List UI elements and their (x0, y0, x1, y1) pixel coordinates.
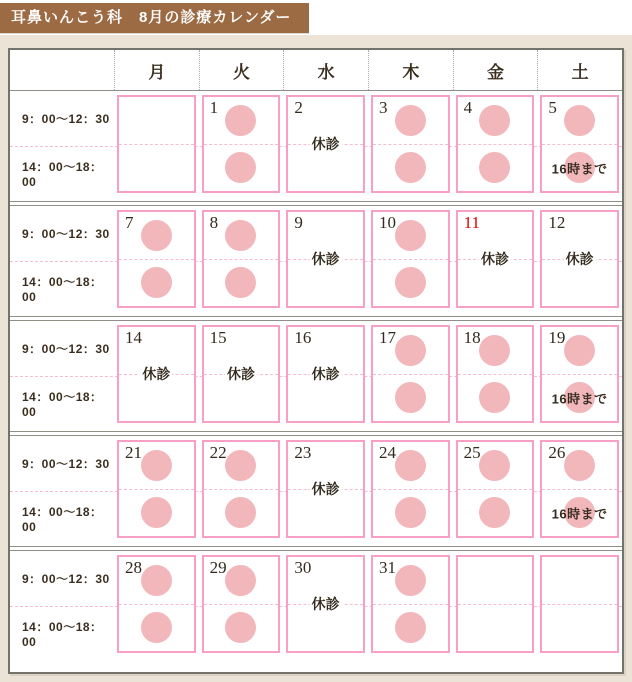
closed-label-text: 休診 (311, 251, 340, 267)
date-number: 12 (548, 213, 566, 232)
day-cell-2 (286, 95, 365, 193)
day-cell-4 (456, 95, 535, 193)
afternoon-slot (373, 604, 448, 651)
day-cell-empty (117, 95, 196, 193)
day-cell-12 (540, 210, 619, 308)
time-label-morning: 9：00～12：30 (22, 112, 110, 126)
open-circle-am (225, 220, 256, 251)
afternoon-slot (458, 374, 533, 421)
date-number: 10 (378, 213, 396, 232)
open-circle-pm (479, 497, 510, 528)
closed-label (288, 557, 363, 651)
open-circle-am (141, 565, 172, 596)
afternoon-slot (458, 144, 533, 191)
open-circle-am (225, 105, 256, 136)
afternoon-slot (204, 489, 279, 536)
time-label-afternoon: 14：00～18：00 (22, 390, 103, 419)
day-cell-14 (117, 325, 196, 423)
open-circle-am (479, 105, 510, 136)
date-number: 21 (125, 443, 142, 462)
date-number: 22 (209, 443, 227, 462)
closed-label-text: 休診 (480, 251, 509, 267)
day-cell-19 (540, 325, 619, 423)
time-label-morning: 9：00～12：30 (22, 457, 110, 471)
weekday-header-wed: 水 (283, 50, 368, 90)
closed-label (458, 212, 533, 306)
day-cell-25 (456, 440, 535, 538)
open-circle-am (395, 450, 426, 481)
weekday-header-tue: 火 (199, 50, 284, 90)
day-cell-21 (117, 440, 196, 538)
date-number: 17 (378, 328, 396, 347)
open-circle-pm (479, 382, 510, 413)
afternoon-slot (204, 604, 279, 651)
open-circle-am (479, 450, 510, 481)
day-cell-empty (540, 555, 619, 653)
open-circle-am (395, 105, 426, 136)
open-circle-pm (141, 267, 172, 298)
date-number: 19 (548, 328, 566, 347)
treatment-calendar (8, 48, 624, 674)
weekday-header-sat: 土 (537, 50, 622, 90)
time-label-afternoon: 14：00～18：00 (22, 505, 103, 534)
open-circle-pm (225, 152, 256, 183)
date-number: 28 (125, 558, 142, 577)
until-16-label: 16時まで (551, 506, 608, 521)
day-cell-8 (202, 210, 281, 308)
afternoon-slot (204, 144, 279, 191)
time-column (10, 321, 114, 431)
day-cell-29 (202, 555, 281, 653)
afternoon-slot (119, 489, 194, 536)
date-number: 30 (294, 558, 312, 577)
weekday-header-thu: 木 (368, 50, 453, 90)
day-cell-1 (202, 95, 281, 193)
day-cell-22 (202, 440, 281, 538)
closed-label (288, 97, 363, 191)
week-row (10, 91, 622, 202)
closed-label-text: 休診 (311, 596, 340, 612)
afternoon-slot (458, 489, 533, 536)
closed-label-text: 休診 (311, 136, 340, 152)
date-number: 7 (125, 213, 134, 232)
open-circle-am (225, 450, 256, 481)
date-number: 1 (209, 98, 219, 117)
closed-label (119, 327, 194, 421)
date-number: 3 (378, 98, 388, 117)
week-row (10, 550, 622, 672)
day-cell-10 (371, 210, 450, 308)
open-circle-am (395, 335, 426, 366)
afternoon-slot (373, 489, 448, 536)
afternoon-slot (373, 374, 448, 421)
closed-label (542, 212, 617, 306)
week-row (10, 320, 622, 432)
closed-label (288, 212, 363, 306)
day-cell-18 (456, 325, 535, 423)
open-circle-am (564, 105, 595, 136)
weekday-header-mon: 月 (114, 50, 199, 90)
open-circle-pm (395, 267, 426, 298)
date-number: 8 (209, 213, 219, 232)
until-16-label: 16時まで (551, 391, 608, 406)
date-number: 14 (125, 328, 142, 347)
closed-label-text: 休診 (226, 366, 255, 382)
date-number: 26 (548, 443, 566, 462)
week-row (10, 435, 622, 547)
open-circle-pm (141, 497, 172, 528)
time-column (10, 551, 114, 661)
time-label-afternoon: 14：00～18：00 (22, 620, 103, 649)
afternoon-slot (542, 144, 617, 191)
day-cell-26 (540, 440, 619, 538)
day-cell-31 (371, 555, 450, 653)
closed-label-text: 休診 (565, 251, 594, 267)
weekday-header-row (10, 50, 622, 91)
open-circle-pm (141, 612, 172, 643)
afternoon-slot (119, 259, 194, 306)
closed-label-text: 休診 (311, 481, 340, 497)
day-cell-17 (371, 325, 450, 423)
open-circle-pm (395, 497, 426, 528)
time-label-afternoon: 14：00～18：00 (22, 160, 103, 189)
afternoon-slot (542, 489, 617, 536)
date-number: 25 (463, 443, 481, 462)
open-circle-pm (395, 152, 426, 183)
open-circle-am (395, 220, 426, 251)
day-cell-5 (540, 95, 619, 193)
date-number: 23 (294, 443, 312, 462)
until-16-label: 16時まで (551, 161, 608, 176)
date-number: 16 (294, 328, 312, 347)
closed-label (204, 327, 279, 421)
open-circle-pm (395, 382, 426, 413)
open-circle-am (225, 565, 256, 596)
open-circle-am (564, 450, 595, 481)
time-label-afternoon: 14：00～18：00 (22, 275, 103, 304)
day-cell-15 (202, 325, 281, 423)
date-number: 31 (378, 558, 396, 577)
day-cell-30 (286, 555, 365, 653)
afternoon-slot (542, 374, 617, 421)
afternoon-slot (373, 144, 448, 191)
closed-label (288, 327, 363, 421)
open-circle-am (479, 335, 510, 366)
week-row (10, 205, 622, 317)
time-column (10, 436, 114, 546)
afternoon-slot (373, 259, 448, 306)
time-column (10, 206, 114, 316)
open-circle-am (395, 565, 426, 596)
time-label-morning: 9：00～12：30 (22, 342, 110, 356)
date-number: 4 (463, 98, 473, 117)
date-number: 18 (463, 328, 481, 347)
day-cell-3 (371, 95, 450, 193)
day-cell-7 (117, 210, 196, 308)
date-number: 9 (294, 213, 303, 232)
date-number: 5 (548, 98, 557, 117)
open-circle-pm (225, 612, 256, 643)
time-label-morning: 9：00～12：30 (22, 572, 110, 586)
day-cell-24 (371, 440, 450, 538)
date-number: 24 (378, 443, 396, 462)
time-column (10, 91, 114, 201)
day-cell-28 (117, 555, 196, 653)
day-cell-9 (286, 210, 365, 308)
open-circle-pm (225, 267, 256, 298)
day-cell-16 (286, 325, 365, 423)
page-title: 耳鼻いんこう科 8月の診療カレンダー (0, 3, 309, 33)
open-circle-pm (225, 497, 256, 528)
open-circle-pm (395, 612, 426, 643)
open-circle-am (141, 450, 172, 481)
header-corner-cell (10, 50, 114, 90)
date-number-holiday: 11 (463, 213, 481, 232)
date-number: 29 (209, 558, 227, 577)
day-cell-empty (456, 555, 535, 653)
open-circle-am (141, 220, 172, 251)
date-number: 2 (294, 98, 303, 117)
closed-label-text: 休診 (142, 366, 171, 382)
time-label-morning: 9：00～12：30 (22, 227, 110, 241)
closed-label (288, 442, 363, 536)
open-circle-pm (479, 152, 510, 183)
day-cell-11 (456, 210, 535, 308)
afternoon-slot (119, 604, 194, 651)
afternoon-slot (204, 259, 279, 306)
closed-label-text: 休診 (311, 366, 340, 382)
weekday-header-fri: 金 (453, 50, 538, 90)
date-number: 15 (209, 328, 227, 347)
open-circle-am (564, 335, 595, 366)
day-cell-23 (286, 440, 365, 538)
